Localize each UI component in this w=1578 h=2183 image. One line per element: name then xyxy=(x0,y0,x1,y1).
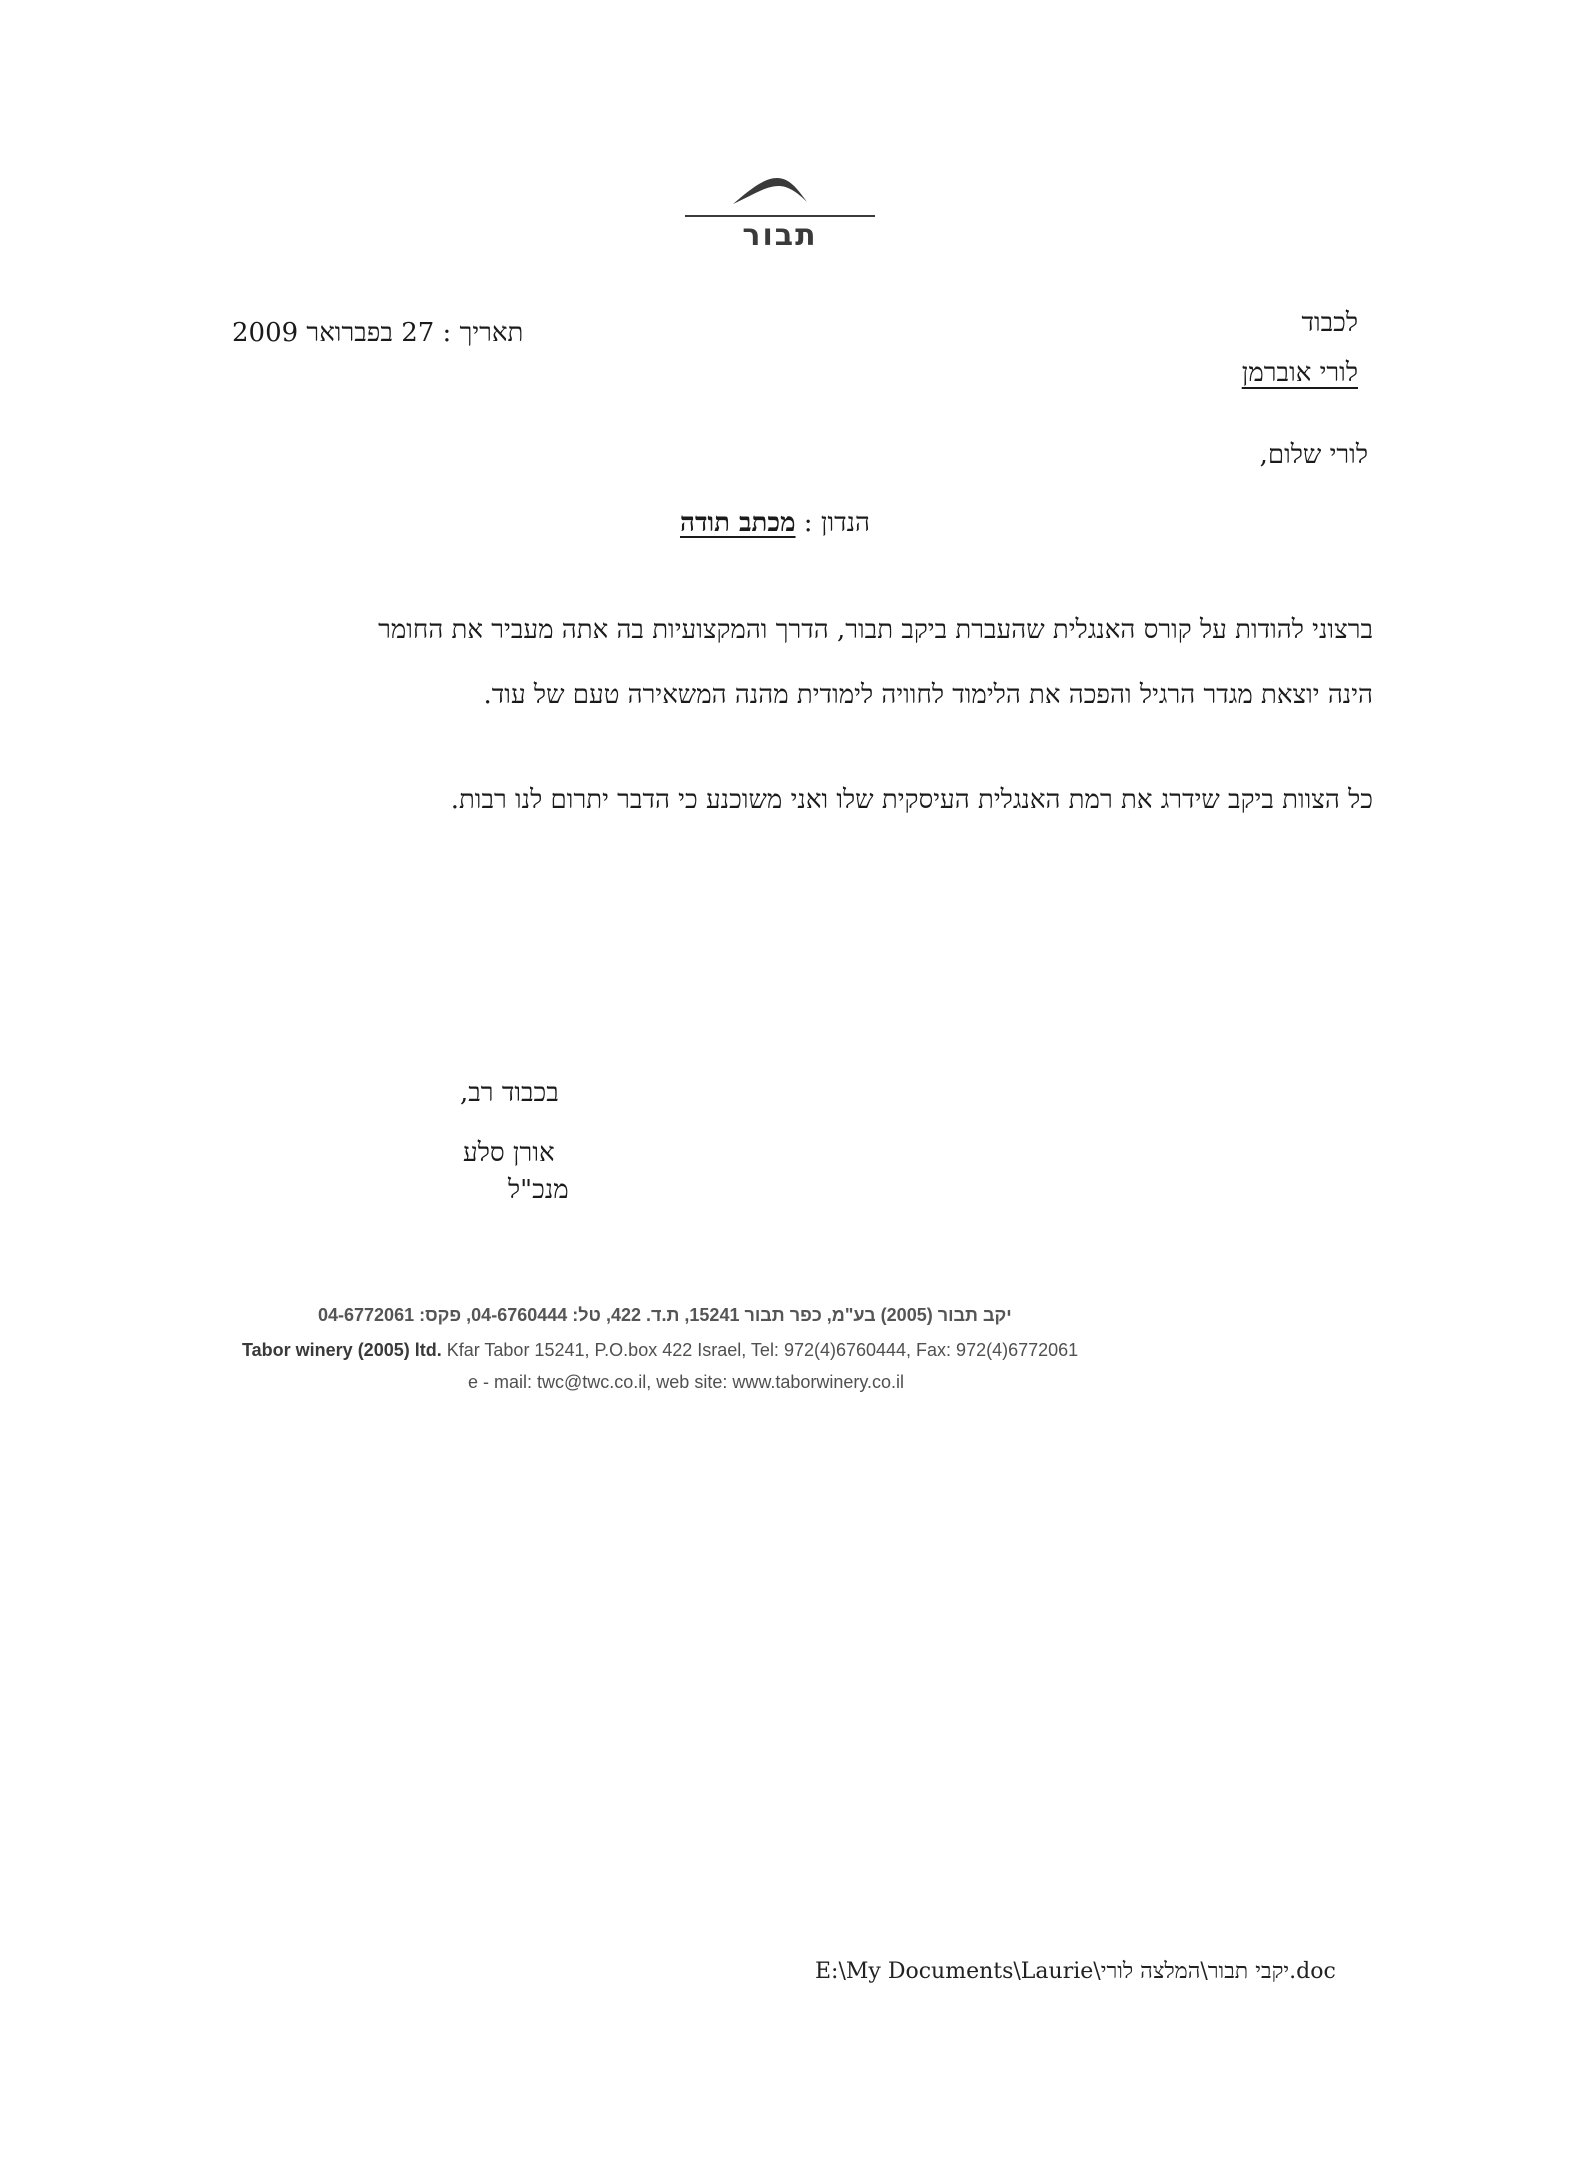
greeting: לורי שלום, xyxy=(1259,440,1368,470)
body-paragraph-1-line-2: הינה יוצאת מגדר הרגיל והפכה את הלימוד לחוויה לימודית מהנה המשאירה טעם של עוד. xyxy=(483,680,1373,710)
body-paragraph-2-line-1: כל הצוות ביקב שידרג את רמת האנגלית העיסקית שלו ואני משוכנע כי הדבר יתרום לנו רבות. xyxy=(450,785,1373,815)
logo-wordmark: תבור xyxy=(742,218,818,253)
footer-hebrew-address: יקב תבור (2005) בע"מ, כפר תבור 15241, ת.ד. 422, טל: 04-6760444, פקס: 04-6772061 xyxy=(318,1305,1012,1325)
recipient-name: לורי אוברמן xyxy=(1241,358,1358,388)
file-path: E:\My Documents\Laurie\יקבי תבור\המלצה לורי.doc xyxy=(815,1959,1336,1984)
date-line: תאריך : 27 בפברואר 2009 xyxy=(232,318,524,348)
recipient-prefix: לכבוד xyxy=(1301,308,1358,338)
footer-address-details: Kfar Tabor 15241, P.O.box 422 Israel, Tel: 972(4)6760444, Fax: 972(4)6772061 xyxy=(441,1340,1079,1360)
footer-english-address xyxy=(242,1340,1078,1361)
company-logo xyxy=(685,168,875,263)
signer-name: אורן סלע xyxy=(463,1138,555,1168)
footer-company-name: Tabor winery (2005) ltd. xyxy=(242,1340,442,1360)
subject-line xyxy=(680,508,870,539)
subject-label: הנדון : xyxy=(795,508,871,538)
body-paragraph-1-line-1: ברצוני להודות על קורס האנגלית שהעברת ביקב תבור, הדרך והמקצועיות בה אתה מעביר את החומר xyxy=(378,615,1373,645)
closing-line: בכבוד רב, xyxy=(460,1078,559,1108)
subject-title: מכתב תודה xyxy=(680,508,796,538)
signer-title: מנכ"ל xyxy=(508,1175,569,1205)
footer-contact: e - mail: twc@twc.co.il, web site: www.taborwinery.co.il xyxy=(468,1372,905,1392)
